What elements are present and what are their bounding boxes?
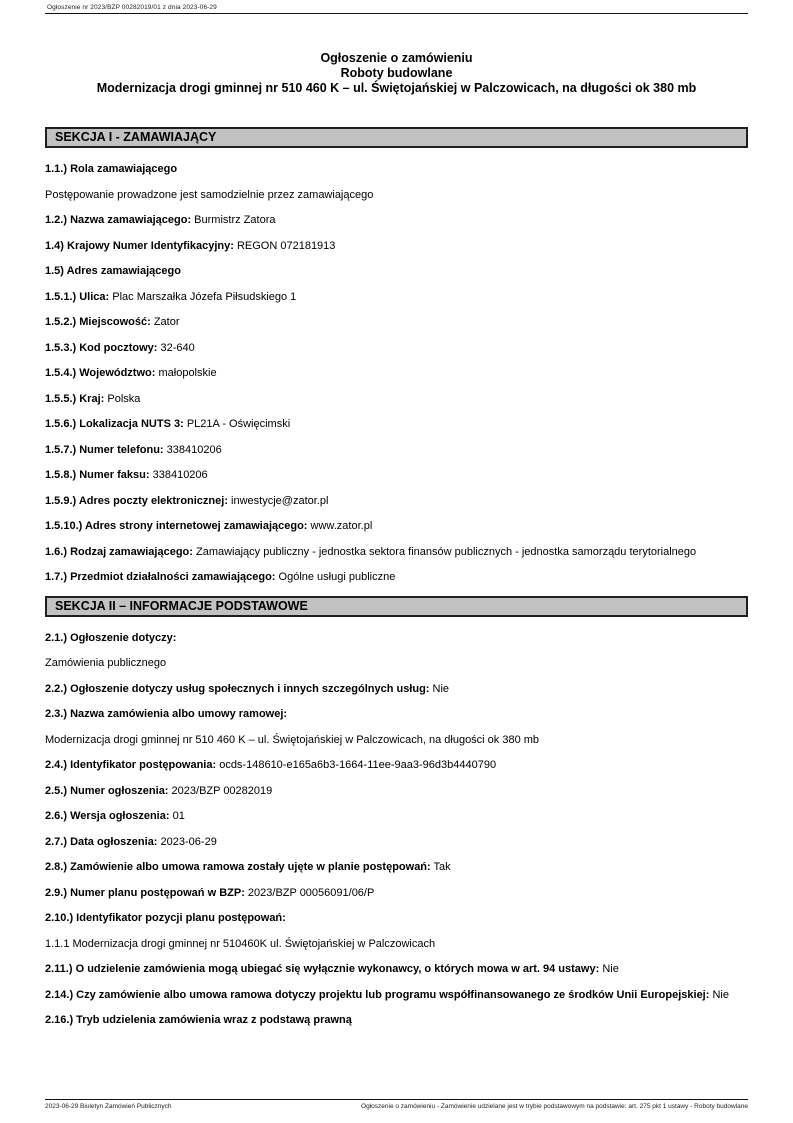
field-value: PL21A - Oświęcimski: [183, 418, 291, 430]
announcement-number-note: Ogłoszenie nr 2023/BZP 00282019/01 z dnia 2023-06-29: [47, 4, 217, 11]
field-label: 1.6.) Rodzaj zamawiającego:: [45, 545, 193, 558]
field-value: Zator: [150, 316, 180, 328]
field-value: Nie: [599, 963, 619, 975]
field-label: 2.7.) Data ogłoszenia:: [45, 835, 158, 848]
field-label: 2.1.) Ogłoszenie dotyczy:: [45, 631, 177, 644]
field-row: [45, 290, 748, 304]
document-title: [45, 51, 748, 96]
field-row: [45, 239, 748, 253]
field-label: 1.5) Adres zamawiającego: [45, 265, 181, 277]
section-fields: [45, 631, 748, 1028]
field-value: Burmistrz Zatora: [191, 214, 276, 226]
field-value: REGON 072181913: [233, 239, 336, 252]
field-value: inwestycje@zator.pl: [227, 494, 329, 507]
field-row: [45, 468, 748, 482]
field-value: małopolskie: [155, 367, 217, 379]
field-value: www.zator.pl: [307, 520, 373, 532]
field-value: 32-640: [157, 341, 195, 354]
field-row: [45, 886, 748, 900]
field-label: 2.14.) Czy zamówienie albo umowa ramowa dotyczy projektu lub programu współfinansowanego ze środków Unii Europejskiej:: [45, 988, 710, 1001]
field-label: 1.4) Krajowy Numer Identyfikacyjny:: [45, 239, 234, 252]
field-value: Modernizacja drogi gminnej nr 510 460 K – ul. Świętojańskiej w Palczowicach, na długości ok 380 mb: [45, 733, 540, 746]
field-row: [45, 443, 748, 457]
paragraph: [45, 937, 748, 951]
field-label: 2.6.) Wersja ogłoszenia:: [45, 810, 170, 822]
footer-right: Ogłoszenie o zamówieniu - Zamówienie udzielane jest w trybie podstawowym na podstawie: art. 275 pkt 1 ustawy - Roboty budowlane: [361, 1103, 748, 1110]
field-row: [45, 315, 748, 329]
paragraph: [45, 733, 748, 747]
field-label: 1.5.7.) Numer telefonu:: [45, 443, 164, 456]
field-label: 2.11.) O udzielenie zamówienia mogą ubiegać się wyłącznie wykonawcy, o których mowa w art. 94 ustawy:: [45, 963, 600, 975]
field-row: [45, 962, 748, 976]
field-row: [45, 366, 748, 380]
field-row: [45, 758, 748, 772]
field-row: [45, 417, 748, 431]
field-row: [45, 707, 748, 721]
field-label: 2.9.) Numer planu postępowań w BZP:: [45, 886, 245, 899]
field-row: [45, 341, 748, 355]
field-label: 1.5.4.) Województwo:: [45, 367, 156, 379]
field-value: Postępowanie prowadzone jest samodzielnie przez zamawiającego: [45, 188, 374, 201]
field-row: [45, 545, 748, 559]
field-label: 1.7.) Przedmiot działalności zamawiającego:: [45, 571, 276, 583]
section-heading: SEKCJA II – INFORMACJE PODSTAWOWE: [45, 596, 748, 617]
page-footer: [45, 1099, 748, 1110]
field-value: 01: [169, 810, 185, 822]
field-label: 1.5.5.) Kraj:: [45, 392, 105, 405]
field-value: 338410206: [163, 443, 222, 456]
field-value: 338410206: [149, 469, 208, 481]
field-row: [45, 631, 748, 645]
field-label: 2.5.) Numer ogłoszenia:: [45, 784, 169, 797]
field-label: 2.2.) Ogłoszenie dotyczy usług społecznych i innych szczególnych usług:: [45, 682, 430, 695]
field-value: Ogólne usługi publiczne: [275, 571, 396, 583]
field-row: [45, 784, 748, 798]
field-label: 1.5.8.) Numer faksu:: [45, 469, 150, 481]
field-row: [45, 494, 748, 508]
title-line-subject: Modernizacja drogi gminnej nr 510 460 K – ul. Świętojańskiej w Palczowicach, na długości ok 380 mb: [96, 81, 697, 95]
field-value: Polska: [104, 392, 141, 405]
field-value: Nie: [429, 682, 450, 695]
field-row: [45, 519, 748, 533]
field-label: 2.8.) Zamówienie albo umowa ramowa zostały ujęte w planie postępowań:: [45, 861, 431, 873]
field-value: ocds-148610-e165a6b3-1664-11ee-9aa3-96d3b4440790: [216, 759, 497, 771]
field-value: Zamawiający publiczny - jednostka sektora finansów publicznych - jednostka samorządu terytorialnego: [192, 545, 697, 558]
field-value: 1.1.1 Modernizacja drogi gminnej nr 510460K ul. Świętojańskiej w Palczowicach: [45, 937, 436, 950]
field-row: [45, 570, 748, 584]
field-label: 2.4.) Identyfikator postępowania:: [45, 759, 217, 771]
field-value: 2023-06-29: [157, 835, 217, 848]
field-row: [45, 809, 748, 823]
field-row: [45, 264, 748, 278]
field-value: Plac Marszałka Józefa Piłsudskiego 1: [109, 290, 297, 303]
field-label: 1.1.) Rola zamawiającego: [45, 163, 178, 175]
field-label: 1.5.6.) Lokalizacja NUTS 3:: [45, 418, 184, 430]
paragraph: [45, 188, 748, 202]
section-fields: [45, 162, 748, 584]
section-heading: SEKCJA I - ZAMAWIAJĄCY: [45, 127, 748, 148]
field-row: [45, 860, 748, 874]
field-label: 1.5.2.) Miejscowość:: [45, 316, 151, 328]
field-label: 2.10.) Identyfikator pozycji planu postępowań:: [45, 912, 286, 924]
field-row: [45, 835, 748, 849]
title-line-type: Ogłoszenie o zamówieniu: [320, 51, 473, 65]
field-label: 1.5.9.) Adres poczty elektronicznej:: [45, 494, 228, 507]
field-row: [45, 911, 748, 925]
paragraph: [45, 656, 748, 670]
field-label: 1.5.10.) Adres strony internetowej zamawiającego:: [45, 520, 308, 532]
field-row: [45, 1013, 748, 1027]
field-label: 1.2.) Nazwa zamawiającego:: [45, 214, 192, 226]
field-row: [45, 682, 748, 696]
field-value: Zamówienia publicznego: [45, 657, 167, 669]
field-label: 1.5.1.) Ulica:: [45, 290, 110, 303]
sections-container: [45, 127, 748, 1027]
field-label: 2.3.) Nazwa zamówienia albo umowy ramowej:: [45, 708, 288, 720]
footer-left: 2023-06-29 Biuletyn Zamówień Publicznych: [45, 1103, 172, 1110]
field-value: 2023/BZP 00282019: [168, 784, 273, 797]
field-row: [45, 392, 748, 406]
field-value: Tak: [430, 861, 451, 873]
field-value: Nie: [709, 988, 729, 1001]
title-line-category: Roboty budowlane: [340, 66, 453, 80]
field-row: [45, 162, 748, 176]
field-row: [45, 213, 748, 227]
field-row: [45, 988, 748, 1002]
field-label: 2.16.) Tryb udzielenia zamówienia wraz z podstawą prawną: [45, 1014, 352, 1026]
field-value: 2023/BZP 00056091/06/P: [244, 886, 375, 899]
field-label: 1.5.3.) Kod pocztowy:: [45, 341, 158, 354]
top-divider: [45, 13, 748, 14]
